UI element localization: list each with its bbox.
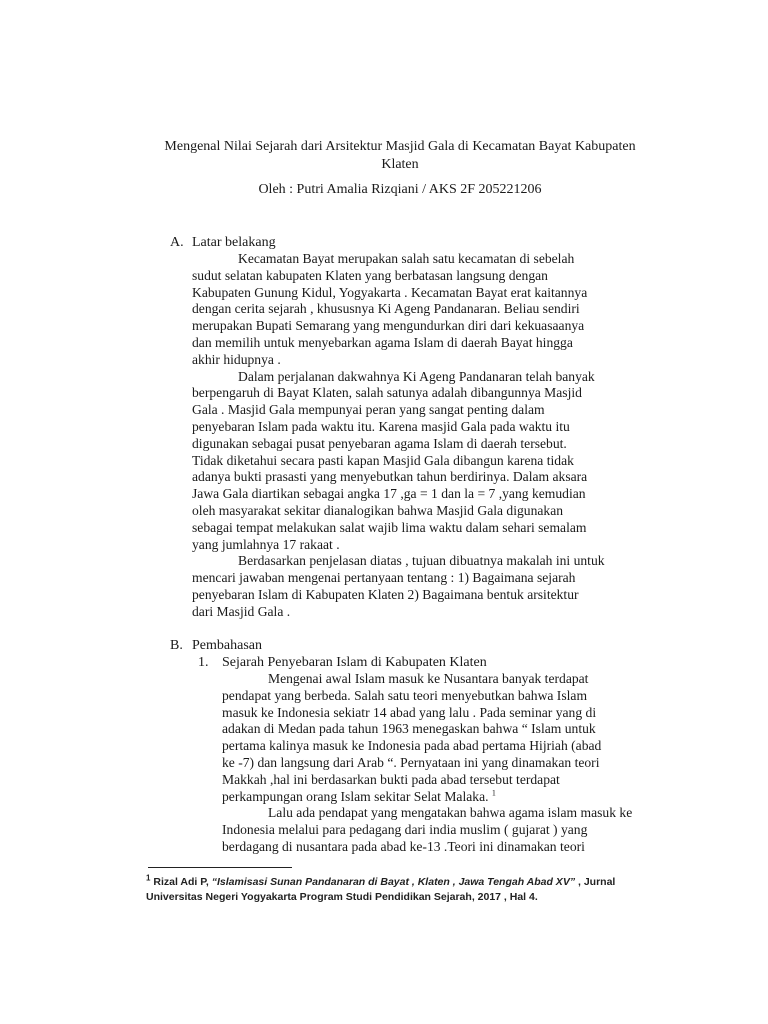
section-b-heading [170, 637, 262, 654]
text-line [192, 469, 605, 486]
text-line-content: sudut selatan kabupaten Klaten yang berbatasan langsung dengan [192, 267, 548, 283]
text-line [222, 721, 632, 738]
text-line-content: Kecamatan Bayat merupakan salah satu kecamatan di sebelah [238, 251, 575, 266]
text-line [222, 688, 632, 705]
text-line-content: masuk ke Indonesia sekiatr 14 abad yang lalu . Pada seminar yang di [222, 704, 597, 720]
text-line [222, 705, 632, 722]
text-line [192, 301, 605, 318]
text-line [192, 419, 605, 436]
text-line [192, 369, 605, 386]
text-line [222, 772, 632, 789]
text-line-content: akhir hidupnya . [192, 351, 281, 367]
text-line-content: dengan cerita sejarah , khususnya Ki Ageng Pandanaran. Beliau sendiri [192, 301, 580, 317]
text-line-content: oleh masyarakat sekitar dianalogikan bahwa Masjid Gala digunakan [192, 502, 564, 518]
text-line [192, 520, 605, 537]
text-line-content: adanya bukti prasasti yang menyebutkan tahun berdirinya. Dalam aksara [192, 469, 588, 485]
text-line-content: ke -7) dan langsung dari Arab “. Pernyataan ini yang dinamakan teori [222, 754, 600, 770]
text-line [222, 822, 632, 839]
text-line-content: Berdasarkan penjelasan diatas , tujuan dibuatnya makalah ini untuk [238, 553, 605, 569]
text-line-content: perkampungan orang Islam sekitar Selat Malaka. [222, 788, 489, 804]
text-line-content: Indonesia melalui para pedagang dari india muslim ( gujarat ) yang [222, 822, 588, 838]
footnote-author: Rizal Adi P, [153, 876, 209, 888]
text-line-content: yang jumlahnya 17 rakaat . [192, 536, 340, 552]
text-line-content: dari Masjid Gala . [192, 603, 291, 619]
text-line-content: berdagang di nusantara pada abad ke-13 .Teori ini dinamakan teori [222, 838, 585, 854]
text-line-content: Tidak diketahui secara pasti kapan Masjid Gala dibangun karena tidak [192, 452, 574, 468]
footnote-work: “Islamisasi Sunan Pandanaran di Bayat , Klaten , Jawa Tengah Abad XV” [211, 876, 576, 888]
text-line-content: Gala . Masjid Gala mempunyai peran yang sangat penting dalam [192, 402, 545, 418]
text-line-content: mencari jawaban mengenai pertanyaan tentang : 1) Bagaimana sejarah [192, 570, 576, 586]
text-line [192, 251, 605, 268]
section-a-letter: A. [170, 235, 184, 250]
text-line [192, 570, 605, 587]
text-line-content: Dalam perjalanan dakwahnya Ki Ageng Pandanaran telah banyak [238, 368, 595, 384]
text-line-content: Makkah ,hal ini berdasarkan bukti pada abad tersebut terdapat [222, 771, 560, 787]
text-line-content: dan memilih untuk menyebarkan agama Islam di daerah Bayat hingga [192, 334, 573, 350]
footnote-separator [148, 867, 292, 868]
text-line [222, 755, 632, 772]
text-line [222, 738, 632, 755]
text-line [192, 318, 605, 335]
subsection-1-number: 1. [198, 655, 209, 670]
text-line [222, 839, 632, 856]
subsection-1-body [222, 671, 632, 856]
text-line [222, 805, 632, 822]
text-line [192, 285, 605, 302]
subsection-1-title: Sejarah Penyebaran Islam di Kabupaten Klaten [222, 655, 487, 670]
text-line-content: penyebaran Islam pada waktu itu. Karena masjid Gala pada waktu itu [192, 418, 570, 434]
section-a-heading [170, 234, 276, 251]
text-line-content: pendapat yang berbeda. Salah satu teori menyebutkan bahwa Islam [222, 687, 588, 703]
text-line [192, 352, 605, 369]
footnote-reference[interactable]: 1 [491, 788, 496, 798]
text-line [192, 436, 605, 453]
footnote [146, 875, 666, 905]
text-line [192, 486, 605, 503]
text-line [192, 268, 605, 285]
text-line [222, 671, 632, 688]
section-a-body [192, 251, 605, 621]
footnote-marker: 1 [146, 873, 151, 883]
footnote-journal: , Jurnal [578, 876, 616, 888]
text-line [192, 587, 605, 604]
section-a-title: Latar belakang [192, 235, 276, 250]
text-line-content: berpengaruh di Bayat Klaten, salah satunya adalah dibangunnya Masjid [192, 385, 582, 401]
text-line-content: Kabupaten Gunung Kidul, Yogyakarta . Kecamatan Bayat erat kaitannya [192, 284, 588, 300]
text-line-content: digunakan sebagai pusat penyebaran agama Islam di daerah tersebut. [192, 435, 567, 451]
text-line [192, 385, 605, 402]
text-line-content: Jawa Gala diartikan sebagai angka 17 ,ga = 1 dan la = 7 ,yang kemudian [192, 486, 586, 502]
text-line [222, 789, 632, 806]
text-line-content: adakan di Medan pada tahun 1963 menegaskan bahwa “ Islam untuk [222, 721, 596, 737]
footnote-source: Universitas Negeri Yogyakarta Program Studi Pendidikan Sejarah, 2017 , Hal 4. [146, 891, 538, 903]
document-title: Mengenal Nilai Sejarah dari Arsitektur Masjid Gala di Kecamatan Bayat Kabupaten Klaten [164, 139, 636, 172]
text-line-content: Lalu ada pendapat yang mengatakan bahwa agama islam masuk ke [268, 805, 633, 821]
text-line [192, 537, 605, 554]
text-line [192, 604, 605, 621]
section-b-letter: B. [170, 638, 183, 653]
text-line-content: Mengenai awal Islam masuk ke Nusantara banyak terdapat [268, 671, 589, 686]
subsection-1-heading [198, 654, 487, 671]
text-line [192, 402, 605, 419]
text-line-content: sebagai tempat melakukan salat wajib lima waktu dalam sehari semalam [192, 519, 587, 535]
text-line-content: pertama kalinya masuk ke Indonesia pada abad pertama Hijriah (abad [222, 738, 602, 754]
section-b-title: Pembahasan [192, 638, 262, 653]
text-line-content: penyebaran Islam di Kabupaten Klaten 2) Bagaimana bentuk arsitektur [192, 586, 579, 602]
text-line [192, 553, 605, 570]
document-author: Oleh : Putri Amalia Rizqiani / AKS 2F 205221206 [258, 182, 542, 197]
text-line-content: merupakan Bupati Semarang yang mengundurkan diri dari kekuasaanya [192, 318, 585, 334]
text-line [192, 503, 605, 520]
text-line [192, 453, 605, 470]
text-line [192, 335, 605, 352]
